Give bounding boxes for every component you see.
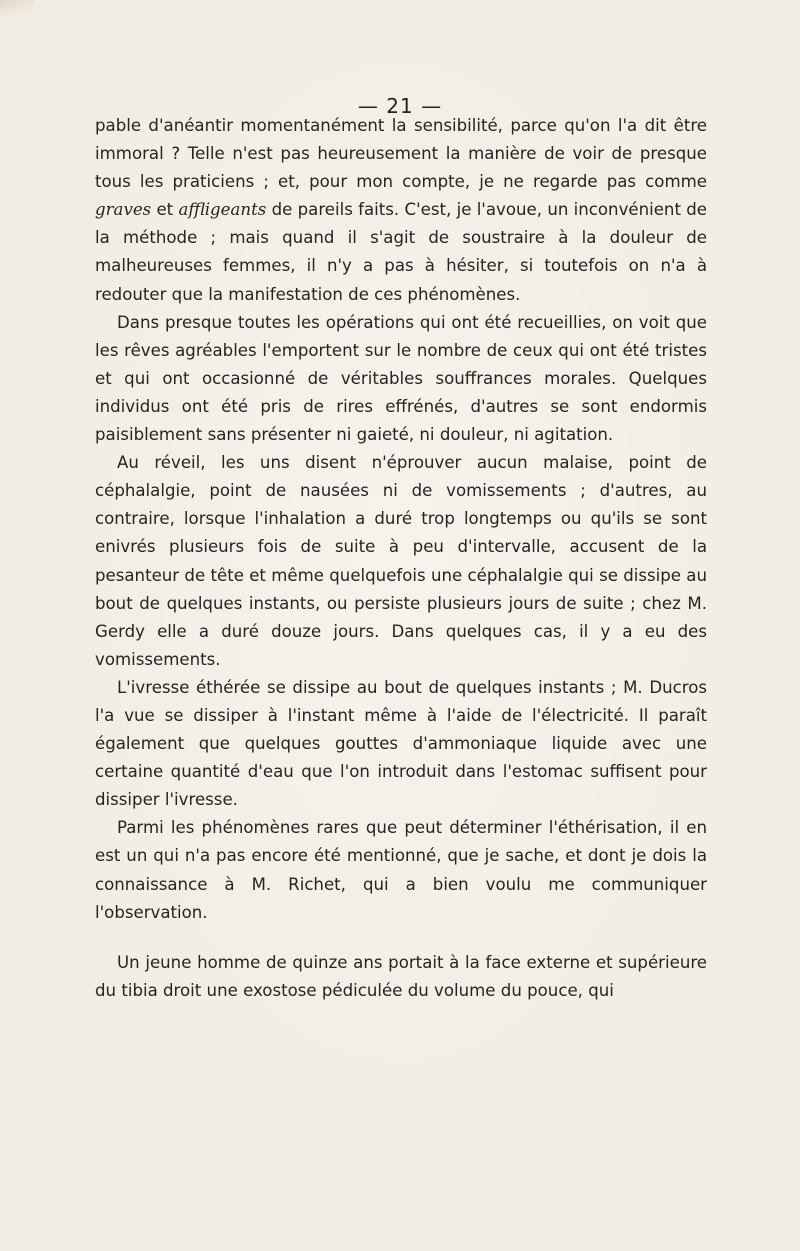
italic-graves: graves — [95, 200, 152, 220]
paragraph-2: Dans presque toutes les opérations qui ont été recueillies, on voit que les rêves agréables l'emportent sur le nombre de ceux qui ont été tristes et qui ont occasionné de véritables souffrances morales. Quelques individus ont été pris de rires effrénés, d'autres se sont endormis paisiblement sans présenter ni gaieté, ni douleur, ni agitation. — [95, 312, 707, 445]
paragraph-3: Au réveil, les uns disent n'éprouver aucun malaise, point de céphalalgie, point de nausées ni de vomissements ; d'autres, au contraire, lorsque l'inhalation a duré trop longtemps ou qu'ils se sont enivrés plusieurs fois de suite à peu d'intervalle, accusent de la pesanteur de tête et même quelquefois une céphalalgie qui se dissipe au bout de quelques instants, ou persiste plusieurs jours de suite ; chez M. Gerdy elle a duré douze jours. Dans quelques cas, il y a eu des vomissements. — [95, 453, 707, 669]
page-number: — 21 — — [357, 94, 443, 118]
body-text — [95, 112, 707, 1005]
paragraph-1-text-c: de pareils faits. C'est, je l'avoue, un inconvénient de la méthode ; mais quand il s'agit de soustraire à la douleur de malheureuses femmes, il n'y a pas à hésiter, si toutefois on n'a à redouter que la manifestation de ces phénomènes. — [95, 200, 708, 304]
paragraph-1 — [95, 112, 707, 309]
paragraph-1-text-a: pable d'anéantir momentanément la sensibilité, parce qu'on l'a dit être immoral ? Telle n'est pas heureusement la manière de voir de presque tous les praticiens ; et, pour mon compte, je ne regarde pas comme — [95, 116, 707, 192]
paragraph-5: Parmi les phénomènes rares que peut déterminer l'éthérisation, il en est un qui n'a pas encore été mentionné, que je sache, et dont je dois la connaissance à M. Richet, qui a bien voulu me communiquer l'observation. — [95, 818, 707, 922]
paragraph-6: Un jeune homme de quinze ans portait à la face externe et supérieure du tibia droit une exostose pédiculée du volume du pouce, qui — [95, 952, 707, 1000]
paragraph-4: L'ivresse éthérée se dissipe au bout de quelques instants ; M. Ducros l'a vue se dissiper à l'instant même à l'aide de l'électricité. Il paraît également que quelques gouttes d'ammoniaque liquide avec une certaine quantité d'eau que l'on introduit dans l'estomac suffisent pour dissiper l'ivresse. — [95, 677, 707, 810]
page-corner-fold — [0, 0, 34, 16]
italic-affligeants: affligeants — [178, 200, 267, 220]
paragraph-1-text-b: et — [151, 200, 179, 220]
